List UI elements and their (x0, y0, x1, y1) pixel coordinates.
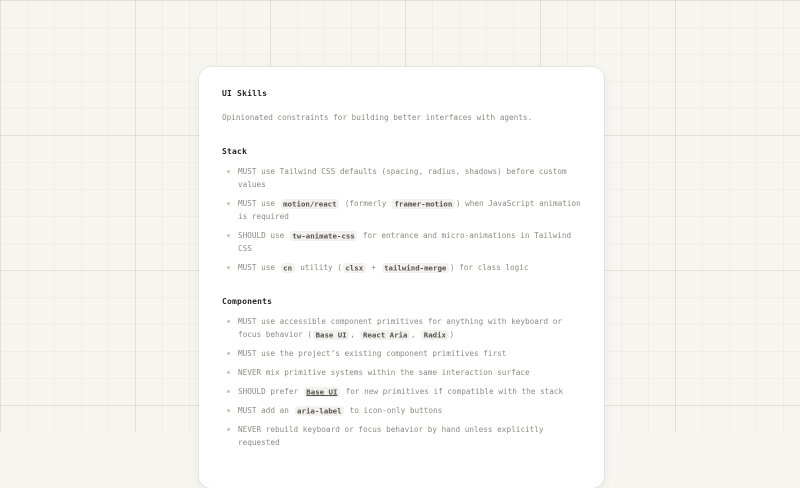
bullet-icon (227, 170, 230, 173)
rule-text: MUST use the project’s existing component primitives first (238, 349, 507, 358)
rule-text: MUST use accessible component primitives for anything with keyboard or focus behavior ( (238, 317, 562, 339)
rule-item (222, 229, 583, 255)
rule-item (222, 404, 583, 417)
rule-text: SHOULD prefer (238, 387, 303, 396)
rule-item (222, 347, 583, 360)
rule-text: MUST use (238, 263, 280, 272)
rule-text: ) when JavaScript animation is required (238, 199, 581, 221)
inline-code: tw-animate-css (290, 231, 357, 241)
rule-item (222, 366, 583, 379)
rule-text: + (366, 263, 381, 272)
bullet-icon (227, 409, 230, 412)
rule-list (222, 165, 584, 274)
bullet-icon (227, 371, 230, 374)
inline-code: Radix (421, 330, 448, 340)
rule-item (222, 165, 583, 191)
rule-list (222, 315, 584, 449)
bullet-icon (227, 202, 230, 205)
rule-text: (formerly (340, 199, 391, 208)
inline-code: Base UI (313, 330, 349, 340)
rule-text: MUST use Tailwind CSS defaults (spacing, radius, shadows) before custom values (238, 167, 567, 189)
inline-code-link[interactable]: Base UI (304, 387, 340, 397)
rule-text: to icon-only buttons (345, 406, 443, 415)
inline-code: clsx (343, 263, 366, 273)
bullet-icon (227, 320, 230, 323)
rule-text: ) for class logic (449, 263, 529, 272)
inline-code: motion/react (281, 199, 339, 209)
rule-item (222, 423, 583, 449)
rule-text: ) (449, 330, 455, 339)
skills-card (199, 67, 604, 488)
bullet-icon (227, 234, 230, 237)
rule-text: utility ( (295, 263, 342, 272)
rule-text: for entrance and micro-animations in Tailwind CSS (238, 231, 572, 253)
section-heading: Stack (222, 147, 248, 156)
rule-text: NEVER rebuild keyboard or focus behavior by hand unless explicitly requested (238, 425, 544, 447)
page-title: UI Skills (222, 89, 268, 98)
inline-code: React Aria (360, 330, 410, 340)
rule-text: MUST add an (238, 406, 294, 415)
rule-item (222, 385, 583, 398)
rule-text: , (350, 330, 360, 339)
rule-item (222, 197, 583, 223)
rule-text: , (410, 330, 421, 339)
bullet-icon (227, 352, 230, 355)
section-heading: Components (222, 297, 273, 306)
rule-text: for new primitives if compatible with the stack (340, 387, 564, 396)
bullet-icon (227, 266, 230, 269)
sections-container (222, 145, 584, 449)
bullet-icon (227, 390, 230, 393)
inline-code: aria-label (295, 406, 345, 416)
rule-text: MUST use (238, 199, 280, 208)
rule-item (222, 315, 583, 341)
inline-code: framer-motion (392, 199, 455, 209)
inline-code: cn (281, 263, 295, 273)
rule-text: SHOULD use (238, 231, 289, 240)
rule-item (222, 261, 583, 274)
rule-text: NEVER mix primitive systems within the same interaction surface (238, 368, 530, 377)
page-description: Opinionated constraints for building better interfaces with agents. (222, 113, 533, 122)
inline-code: tailwind-merge (382, 263, 449, 273)
bullet-icon (227, 428, 230, 431)
